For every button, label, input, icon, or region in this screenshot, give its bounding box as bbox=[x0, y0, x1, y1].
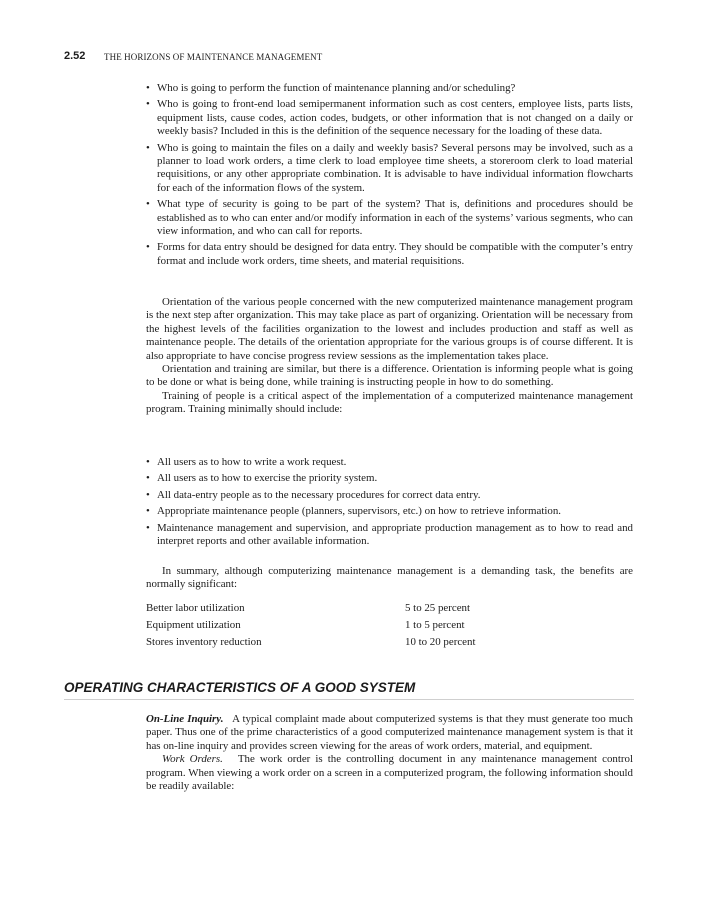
benefit-value: 10 to 20 percent bbox=[405, 635, 476, 648]
table-row bbox=[146, 617, 546, 634]
running-head: THE HORIZONS OF MAINTENANCE MANAGEMENT bbox=[104, 52, 323, 62]
run-in-heading: On-Line Inquiry. bbox=[146, 713, 224, 725]
list-item: • All data-entry people as to the necessary procedures for correct data entry. bbox=[146, 489, 633, 502]
benefits-table bbox=[146, 600, 546, 650]
list-item: • Who is going to front-end load semipermanent information such as cost centers, employee lists, parts lists, equipment lists, cause codes, action codes, budgets, or other information that is not changed on a daily or weekly basis? Included in this is the definition of the sequence necessary for the loading of these data. bbox=[146, 98, 633, 138]
summary-paragraph: In summary, although computerizing maintenance management is a demanding task, the benefits are normally significant: bbox=[146, 565, 633, 591]
list-item: • Maintenance management and supervision, and appropriate production management as to how to read and interpret reports and other available information. bbox=[146, 522, 633, 549]
table-row bbox=[146, 600, 546, 617]
list-item: • Who is going to maintain the files on a daily and weekly basis? Several persons may be involved, such as a planner to load work orders, a time clerk to load employee time sheets, a storeroom clerk to load material requisitions, or any other appropriate combination. It is advisable to have individual information flowcharts for each of the information flows of the system. bbox=[146, 142, 633, 196]
benefit-value: 5 to 25 percent bbox=[405, 602, 471, 614]
bullet-list-planning bbox=[146, 82, 633, 271]
run-in-heading: Work Orders. bbox=[162, 753, 223, 766]
paragraph bbox=[146, 713, 633, 753]
benefit-label: Stores inventory reduction bbox=[146, 635, 262, 648]
benefit-label: Better labor utilization bbox=[146, 602, 245, 614]
summary-section bbox=[146, 565, 633, 592]
orientation-section bbox=[146, 296, 633, 417]
list-item: • All users as to how to write a work request. bbox=[146, 456, 633, 469]
list-item: • What type of security is going to be part of the system? That is, definitions and procedures should be established as to who can enter and/or modify information in each of the systems’ various segments, who can view information, and who can call for reports. bbox=[146, 198, 633, 238]
operating-characteristics-section bbox=[146, 713, 633, 793]
paragraph: Orientation and training are similar, but there is a difference. Orientation is informing people what is going to be done or what is being done, while training is instructing people in how to do something. bbox=[146, 363, 633, 389]
benefit-label: Equipment utilization bbox=[146, 618, 241, 631]
paragraph bbox=[146, 753, 633, 793]
list-item: • All users as to how to exercise the priority system. bbox=[146, 472, 633, 485]
page-number: 2.52 bbox=[64, 50, 86, 62]
list-item: • Who is going to perform the function of maintenance planning and/or scheduling? bbox=[146, 82, 633, 95]
paragraph: Orientation of the various people concerned with the new computerized maintenance management program is the next step after organization. This may take place as part of organizing. Orientation will be necessary from the highest levels of the facilities organization to the lowest and includes production and staff as well as maintenance people. The details of the orientation appropriate for the various groups is of course different. It is also appropriate to have concise progress review sessions as the implementation takes place. bbox=[146, 296, 633, 362]
paragraph-text: The work order is the controlling document in any maintenance management control program. When viewing a work order on a screen in a computerized program, the following information should be readily available: bbox=[146, 753, 633, 793]
benefit-value: 1 to 5 percent bbox=[405, 618, 465, 631]
section-heading: OPERATING CHARACTERISTICS OF A GOOD SYSTEM bbox=[64, 680, 634, 700]
paragraph-text: A typical complaint made about computerized systems is that they must generate too much paper. Thus one of the prime characteristics of a good computerized maintenance management system is that it has on-line inquiry and provides screen viewing for the areas of work orders, material, and equipment. bbox=[146, 713, 633, 752]
list-item: • Forms for data entry should be designed for data entry. They should be compatible with the computer’s entry format and include work orders, time sheets, and material requisitions. bbox=[146, 241, 633, 268]
list-item: • Appropriate maintenance people (planners, supervisors, etc.) on how to retrieve information. bbox=[146, 505, 633, 518]
paragraph: Training of people is a critical aspect of the implementation of a computerized maintenance management program. Training minimally should include: bbox=[146, 389, 633, 416]
table-row bbox=[146, 634, 546, 651]
bullet-list-training bbox=[146, 456, 633, 551]
